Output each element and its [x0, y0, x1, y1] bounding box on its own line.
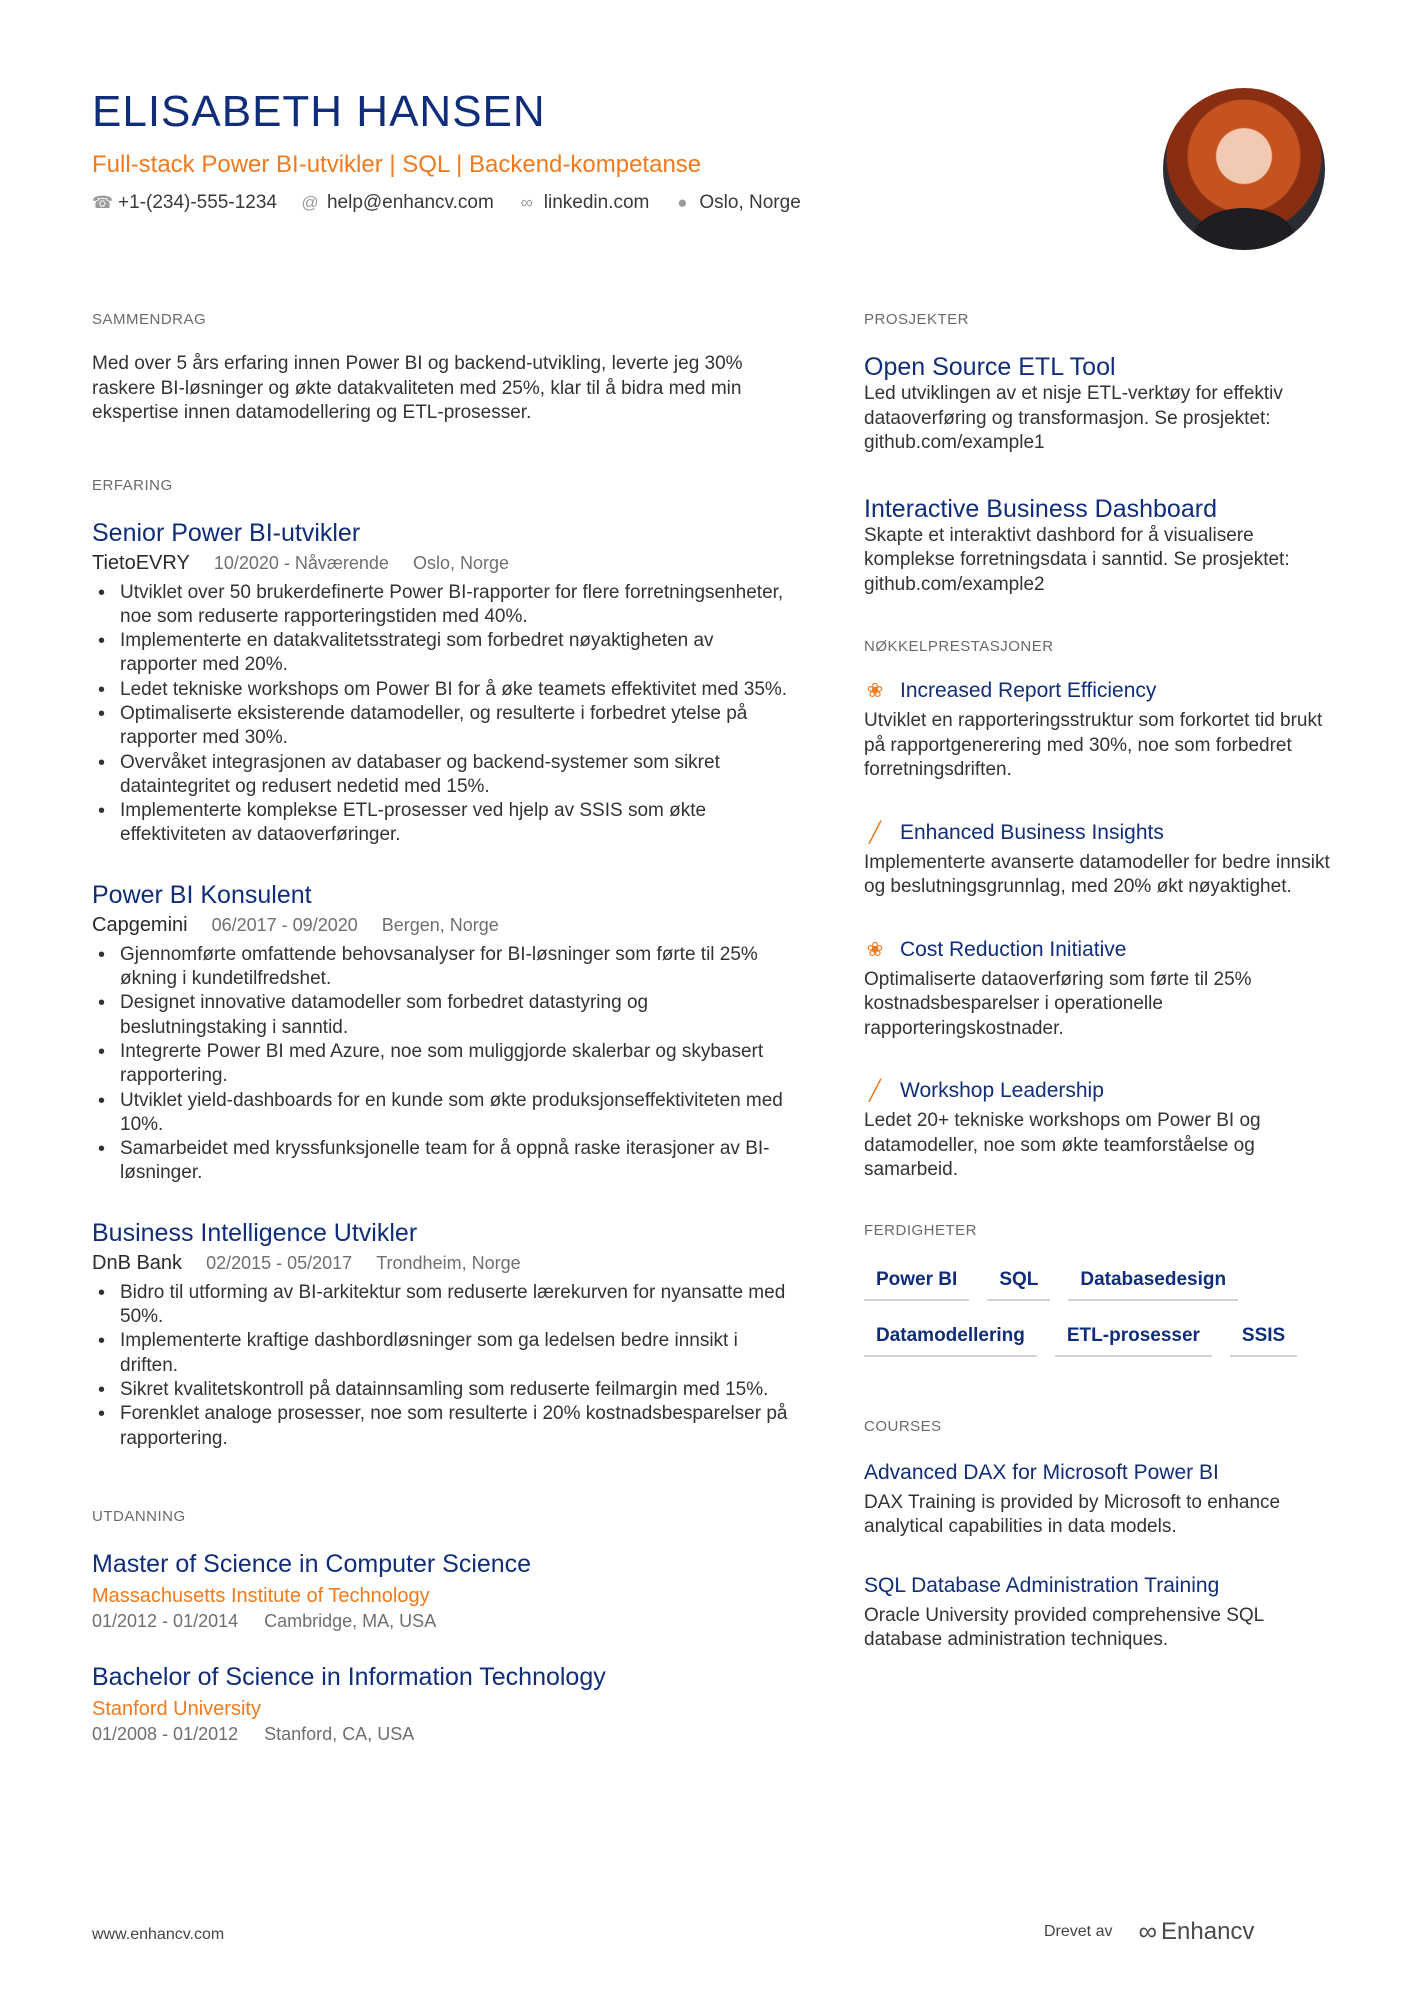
- at-icon: @: [301, 193, 319, 212]
- bullet-item: • Forenklet analoge prosesser, noe som resulterte i 20% kostnadsbesparelser på rapportering.: [92, 1402, 792, 1451]
- experience-item: [92, 518, 792, 848]
- phone-icon: ☎: [92, 193, 114, 212]
- course-item: [864, 1459, 1334, 1540]
- achievement-header: [864, 679, 1334, 703]
- experience-location: Oslo, Norge: [412, 552, 509, 573]
- experience-dates: 10/2020 - Nåværende: [213, 552, 389, 573]
- experience-location: Bergen, Norge: [381, 914, 499, 935]
- experience-section: [92, 476, 792, 1451]
- achievement-text: Ledet 20+ tekniske workshops om Power BI og datamodeller, noe som økte teamforståelse og samarbeid.: [864, 1110, 1261, 1180]
- experience-meta: [92, 552, 792, 575]
- powered-by-text: Drevet av: [1044, 1922, 1113, 1940]
- bullet-item: • Sikret kvalitetskontroll på datainnsamling som reduserte feilmargin med 15%.: [92, 1378, 792, 1402]
- education-meta: [92, 1724, 792, 1745]
- achievement-text: Implementerte avanserte datamodeller for bedre innsikt og beslutningsgrunnlag, med 20% økt nøyaktighet.: [864, 851, 1330, 897]
- bullet-item: • Designet innovative datamodeller som forbedret datastyring og beslutningstaking i sanntid.: [92, 991, 792, 1040]
- linkedin-text[interactable]: linkedin.com: [543, 192, 650, 213]
- achievement-header: [864, 1079, 1334, 1103]
- bullet-item: • Utviklet yield-dashboards for en kunde som økte produksjonseffektiviteten med 10%.: [92, 1089, 792, 1138]
- footer-branding: [1044, 1916, 1254, 1947]
- contact-email: [301, 190, 494, 216]
- achievements-title: NØKKELPRESTASJONER: [864, 638, 1054, 655]
- achievement-title: Workshop Leadership: [900, 1079, 1104, 1102]
- footer-website[interactable]: www.enhancv.com: [92, 1926, 225, 1943]
- project-item: [864, 494, 1334, 598]
- skill-tag: SSIS: [1230, 1319, 1297, 1357]
- courses-title: COURSES: [864, 1417, 942, 1435]
- skill-tag: Databasedesign: [1068, 1263, 1238, 1301]
- experience-role: Senior Power BI-utvikler: [92, 518, 361, 547]
- project-title: Interactive Business Dashboard: [864, 494, 1217, 523]
- experience-item: [92, 880, 792, 1186]
- phone-text[interactable]: +1-(234)-555-1234: [118, 192, 277, 213]
- skill-tag: Power BI: [864, 1263, 969, 1301]
- contact-location: [673, 190, 800, 216]
- skill-tag: Datamodellering: [864, 1319, 1037, 1357]
- achievement-header: [864, 938, 1334, 962]
- location-pin-icon: ●: [677, 193, 688, 212]
- education-degree: Master of Science in Computer Science: [92, 1549, 532, 1578]
- project-text: Led utviklingen av et nisje ETL-verktøy for effektiv dataoverføring og transformasjon. Se prosjektet: github.com/example1: [864, 383, 1283, 453]
- achievement-item: [864, 1079, 1334, 1183]
- award-icon: ❀: [866, 680, 884, 702]
- achievement-text: Utviklet en rapporteringsstruktur som forkortet tid brukt på rapportgenerering med 30%, noe som forbedret forretningsdriften.: [864, 710, 1323, 780]
- achievement-item: [864, 938, 1334, 1042]
- education-dates: 01/2012 - 01/2014: [92, 1610, 239, 1631]
- bullet-item: • Bidro til utforming av BI-arkitektur som reduserte lærekurven for nyansatte med 50%.: [92, 1281, 792, 1330]
- experience-meta: [92, 1252, 792, 1275]
- projects-title: PROSJEKTER: [864, 311, 970, 328]
- skill-tag: SQL: [987, 1263, 1050, 1301]
- project-text: Skapte et interaktivt dashbord for å visualisere komplekse forretningsdata i sanntid. Se prosjektet: github.com/example2: [864, 524, 1290, 595]
- contact-linkedin: [518, 190, 650, 216]
- award-icon: ❀: [866, 938, 884, 961]
- experience-role: Power BI Konsulent: [92, 880, 312, 909]
- bullet-item: • Overvåket integrasjonen av databaser og backend-systemer som sikret dataintegritet og redusert nedetid med 15%.: [92, 751, 792, 800]
- bullet-item: • Implementerte en datakvalitetsstrategi som forbedret nøyaktigheten av rapporter med 20%.: [92, 629, 792, 678]
- left-column: [92, 310, 792, 1775]
- project-item: [864, 352, 1334, 456]
- magic-wand-icon: ╱: [868, 821, 882, 844]
- experience-title: ERFARING: [92, 476, 173, 494]
- experience-company: Capgemini: [92, 913, 188, 936]
- course-item: [864, 1572, 1334, 1653]
- experience-dates: 06/2017 - 09/2020: [211, 914, 358, 935]
- education-location: Cambridge, MA, USA: [264, 1610, 437, 1631]
- course-title: Advanced DAX for Microsoft Power BI: [864, 1460, 1219, 1484]
- experience-bullets: [92, 581, 792, 848]
- candidate-headline: Full-stack Power BI-utvikler | SQL | Backend-kompetanse: [92, 151, 702, 178]
- avatar: [1163, 88, 1325, 250]
- bullet-item: • Implementerte komplekse ETL-prosesser ved hjelp av SSIS som økte effektiviteten av dataoverføringer.: [92, 799, 792, 848]
- email-text[interactable]: help@enhancv.com: [326, 192, 494, 213]
- enhancv-logo[interactable]: [1138, 1916, 1254, 1947]
- bullet-item: • Optimaliserte eksisterende datamodeller, og resulterte i forbedret ytelse på rapporter med 30%.: [92, 702, 792, 751]
- education-meta: [92, 1611, 792, 1632]
- education-degree: Bachelor of Science in Information Technology: [92, 1662, 606, 1691]
- course-text: DAX Training is provided by Microsoft to enhance analytical capabilities in data models.: [864, 1491, 1281, 1537]
- link-icon: ∞: [520, 193, 533, 212]
- achievement-item: [864, 679, 1334, 783]
- avatar-shoulders: [1193, 208, 1295, 250]
- contact-row: [92, 190, 1132, 216]
- contact-phone: [92, 190, 277, 216]
- summary-section: [92, 310, 792, 426]
- achievements-section: [864, 637, 1334, 1183]
- achievement-header: [864, 821, 1334, 845]
- experience-item: [92, 1218, 792, 1451]
- course-text: Oracle University provided comprehensive SQL database administration techniques.: [864, 1604, 1264, 1650]
- right-column: [864, 310, 1334, 1685]
- experience-dates: 02/2015 - 05/2017: [206, 1252, 353, 1273]
- achievement-title: Cost Reduction Initiative: [900, 937, 1127, 961]
- skill-tag: ETL-prosesser: [1055, 1319, 1212, 1357]
- bullet-item: • Samarbeidet med kryssfunksjonelle team for å oppnå raske iterasjoner av BI-løsninger.: [92, 1137, 792, 1186]
- resume-header: [92, 84, 1132, 216]
- education-title: UTDANNING: [92, 1507, 186, 1525]
- achievement-title: Enhanced Business Insights: [900, 820, 1164, 844]
- experience-meta: [92, 914, 792, 937]
- enhancv-logo-icon: ∞: [1138, 1916, 1154, 1946]
- skills-title: FERDIGHETER: [864, 1221, 978, 1239]
- bullet-item: • Integrerte Power BI med Azure, noe som muliggjorde skalerbar og skybasert rapportering.: [92, 1040, 792, 1089]
- skills-section: [864, 1221, 1334, 1357]
- achievement-text: Optimaliserte dataoverføring som førte til 25% kostnadsbesparelser i operationelle rapporteringskostnader.: [864, 968, 1252, 1039]
- course-title: SQL Database Administration Training: [864, 1573, 1220, 1597]
- bullet-item: • Utviklet over 50 brukerdefinerte Power BI-rapporter for flere forretningsenheter, noe som reduserte rapporteringstiden med 40%.: [92, 581, 792, 630]
- location-text: Oslo, Norge: [699, 192, 801, 213]
- education-item: [92, 1549, 792, 1632]
- experience-company: DnB Bank: [92, 1251, 183, 1274]
- achievement-title: Increased Report Efficiency: [900, 679, 1157, 702]
- summary-title: SAMMENDRAG: [92, 311, 207, 328]
- experience-role: Business Intelligence Utvikler: [92, 1218, 418, 1247]
- project-title: Open Source ETL Tool: [864, 353, 1116, 381]
- experience-bullets: [92, 1281, 792, 1451]
- education-item: [92, 1662, 792, 1745]
- skills-list: [864, 1263, 1334, 1357]
- education-school: Massachusetts Institute of Technology: [92, 1584, 430, 1607]
- courses-section: [864, 1417, 1334, 1653]
- bullet-item: • Ledet tekniske workshops om Power BI for å øke teamets effektivitet med 35%.: [92, 678, 792, 702]
- summary-text: Med over 5 års erfaring innen Power BI og backend-utvikling, leverte jeg 30% raskere BI-løsninger og økte datakvaliteten med 25%, klar til å bidra med min ekspertise innen datamodellering og ETL-prosesser.: [92, 353, 743, 423]
- education-dates: 01/2008 - 01/2012: [92, 1723, 239, 1744]
- experience-location: Trondheim, Norge: [376, 1252, 521, 1273]
- enhancv-logo-text: Enhancv: [1161, 1917, 1255, 1945]
- achievement-item: [864, 821, 1334, 900]
- candidate-name: ELISABETH HANSEN: [92, 87, 546, 136]
- experience-bullets: [92, 943, 792, 1186]
- education-location: Stanford, CA, USA: [264, 1723, 415, 1744]
- education-school: Stanford University: [92, 1697, 261, 1720]
- education-section: [92, 1507, 792, 1745]
- experience-company: TietoEVRY: [92, 551, 190, 574]
- bullet-item: • Implementerte kraftige dashbordløsninger som ga ledelsen bedre innsikt i driften.: [92, 1329, 792, 1378]
- magic-wand-icon: ╱: [868, 1080, 882, 1102]
- bullet-item: • Gjennomførte omfattende behovsanalyser for BI-løsninger som førte til 25% økning i kundetilfredshet.: [92, 943, 792, 992]
- projects-section: [864, 310, 1334, 597]
